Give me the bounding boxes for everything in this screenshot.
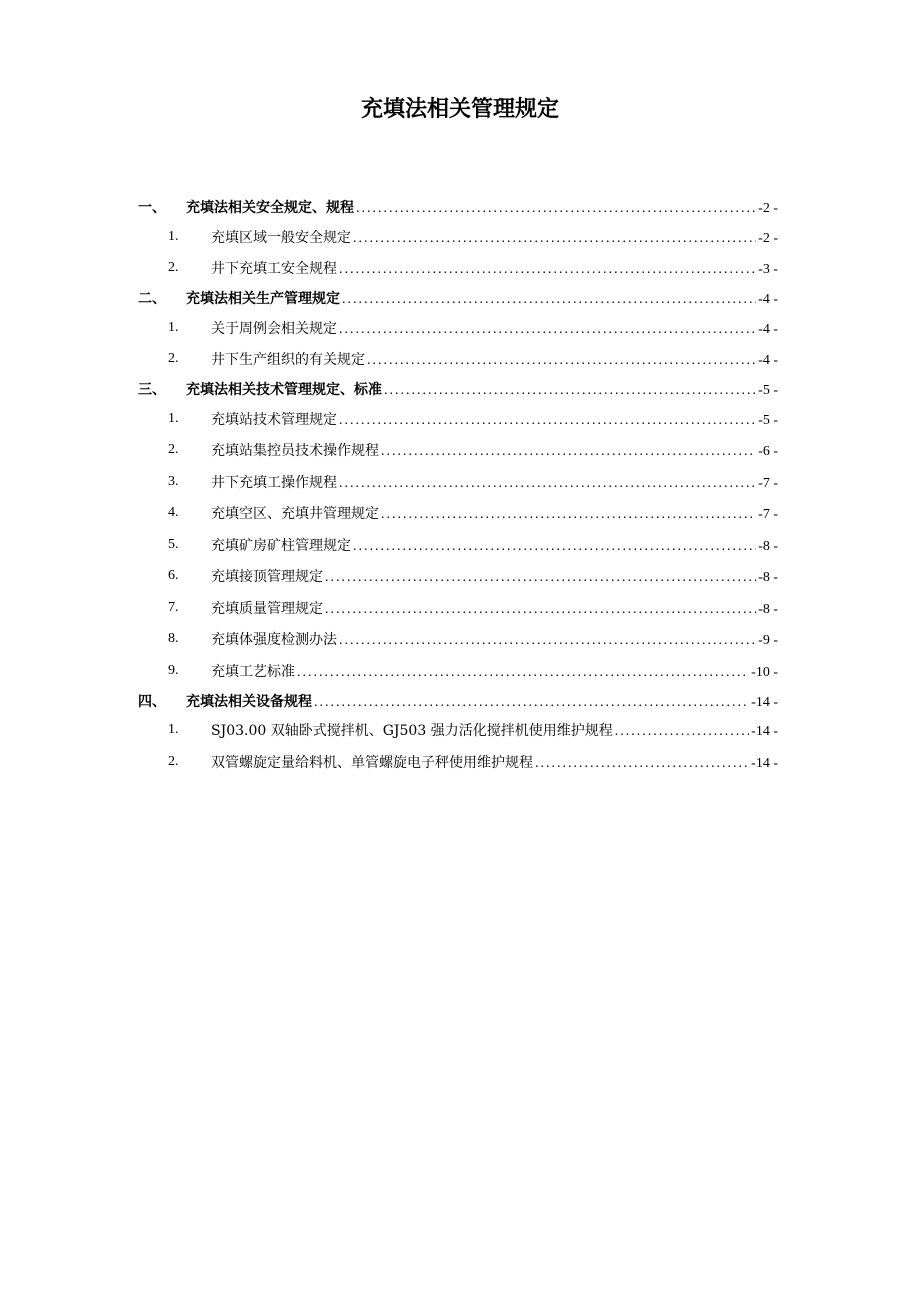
toc-leader-dots	[325, 602, 756, 618]
toc-leader-dots	[384, 383, 756, 399]
toc-leader-dots	[353, 539, 756, 555]
toc-entry-title: 充填接顶管理规定	[211, 569, 323, 586]
toc-entry-number: 8.	[168, 631, 179, 647]
toc-entry-page: -8 -	[758, 570, 778, 586]
toc-entry-page: -14 -	[751, 694, 778, 710]
toc-entry-title: 充填法相关生产管理规定	[186, 291, 340, 307]
toc-entry-number: 四、	[138, 693, 166, 710]
toc-entry-number: 9.	[168, 662, 179, 678]
toc-entry-number: 7.	[168, 599, 179, 615]
toc-leader-dots	[615, 724, 749, 740]
toc-entry-page: -5 -	[758, 412, 778, 428]
toc-leader-dots	[339, 413, 756, 429]
toc-entry-number: 5.	[168, 536, 179, 552]
toc-entry-title: 充填法相关设备规程	[186, 693, 312, 710]
toc-entry-3-1[interactable]	[0, 403, 920, 435]
toc-entry-number: 一、	[138, 200, 166, 216]
toc-entry-section-3[interactable]	[0, 375, 920, 403]
toc-leader-dots	[353, 231, 756, 247]
toc-entry-3-4[interactable]	[0, 498, 920, 530]
toc-entry-number: 2.	[168, 442, 179, 458]
toc-entry-number: 4.	[168, 505, 179, 521]
toc-leader-dots	[314, 695, 749, 711]
toc-entry-title: 双管螺旋定量给料机、单管螺旋电子秤使用维护规程	[211, 754, 533, 771]
table-of-contents	[0, 193, 920, 778]
toc-leader-dots	[339, 262, 756, 278]
toc-entry-1-1[interactable]	[0, 221, 920, 253]
toc-entry-page: -14 -	[751, 724, 778, 740]
toc-entry-page: -2 -	[758, 230, 778, 246]
toc-leader-dots	[339, 633, 756, 649]
toc-leader-dots	[356, 201, 756, 217]
toc-leader-dots	[297, 665, 749, 681]
toc-entry-number: 6.	[168, 568, 179, 584]
toc-entry-1-2[interactable]	[0, 253, 920, 285]
toc-entry-title: 充填站集控员技术操作规程	[211, 443, 379, 460]
toc-entry-4-2[interactable]	[0, 746, 920, 778]
toc-entry-3-8[interactable]	[0, 624, 920, 656]
toc-entry-number: 二、	[138, 291, 166, 307]
toc-entry-4-1[interactable]	[0, 715, 920, 747]
toc-entry-number: 1.	[168, 722, 179, 738]
toc-entry-3-5[interactable]	[0, 529, 920, 561]
toc-entry-number: 2.	[168, 260, 179, 276]
toc-entry-2-2[interactable]	[0, 344, 920, 376]
toc-entry-title: 充填工艺标准	[211, 663, 295, 680]
toc-entry-title: 充填站技术管理规定	[211, 411, 337, 428]
toc-entry-number: 1.	[168, 228, 179, 244]
toc-entry-title: 充填质量管理规定	[211, 600, 323, 617]
toc-entry-page: -10 -	[751, 664, 778, 680]
toc-entry-page: -9 -	[758, 633, 778, 649]
toc-entry-page: -5 -	[758, 383, 778, 398]
toc-entry-section-2[interactable]	[0, 284, 920, 312]
toc-leader-dots	[535, 756, 749, 772]
toc-entry-number: 3.	[168, 473, 179, 489]
toc-leader-dots	[367, 353, 756, 369]
toc-entry-3-3[interactable]	[0, 466, 920, 498]
toc-entry-page: -7 -	[758, 475, 778, 491]
toc-entry-page: -8 -	[758, 538, 778, 554]
toc-entry-page: -7 -	[758, 507, 778, 523]
toc-entry-title: 充填区域一般安全规定	[211, 229, 351, 246]
toc-leader-dots	[381, 444, 756, 460]
toc-entry-page: -6 -	[758, 444, 778, 460]
toc-entry-page: -3 -	[758, 262, 778, 278]
toc-entry-number: 1.	[168, 410, 179, 426]
toc-entry-page: -8 -	[758, 601, 778, 617]
toc-entry-section-1[interactable]	[0, 193, 920, 221]
toc-entry-section-4[interactable]	[0, 687, 920, 715]
toc-entry-3-9[interactable]	[0, 655, 920, 687]
toc-entry-title: 井下充填工安全规程	[211, 261, 337, 278]
toc-entry-title: 充填法相关安全规定、规程	[186, 200, 354, 216]
toc-entry-page: -2 -	[758, 201, 778, 216]
toc-entry-2-1[interactable]	[0, 312, 920, 344]
toc-entry-3-6[interactable]	[0, 561, 920, 593]
toc-entry-page: -4 -	[758, 321, 778, 337]
toc-leader-dots	[342, 292, 756, 308]
toc-entry-title: 井下生产组织的有关规定	[211, 352, 365, 369]
toc-entry-3-7[interactable]	[0, 592, 920, 624]
toc-entry-page: -4 -	[758, 353, 778, 369]
page-title: 充填法相关管理规定	[360, 97, 559, 122]
toc-entry-title: 充填空区、充填井管理规定	[211, 506, 379, 523]
toc-entry-number: 1.	[168, 319, 179, 335]
toc-entry-title: 充填体强度检测办法	[211, 632, 337, 649]
toc-entry-3-2[interactable]	[0, 435, 920, 467]
toc-entry-title: 充填法相关技术管理规定、标准	[186, 382, 382, 398]
toc-entry-title: 井下充填工操作规程	[211, 474, 337, 491]
toc-entry-number: 2.	[168, 753, 179, 769]
toc-entry-page: -4 -	[758, 292, 778, 307]
toc-entry-title: SJ03.00 双轴卧式搅拌机、GJ503 强力活化搅拌机使用维护规程	[211, 723, 613, 740]
toc-leader-dots	[325, 570, 756, 586]
toc-entry-page: -14 -	[751, 755, 778, 771]
toc-entry-number: 2.	[168, 351, 179, 367]
toc-entry-title: 充填矿房矿柱管理规定	[211, 537, 351, 554]
toc-leader-dots	[381, 507, 756, 523]
toc-leader-dots	[339, 322, 756, 338]
toc-leader-dots	[339, 476, 756, 492]
toc-entry-number: 三、	[138, 382, 166, 398]
toc-entry-title: 关于周例会相关规定	[211, 320, 337, 337]
